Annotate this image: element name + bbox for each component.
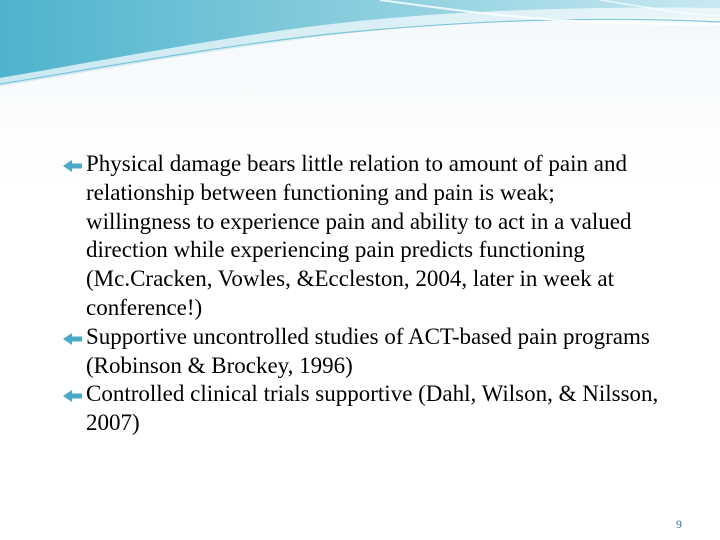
bullet-item [62, 323, 662, 381]
bullet-text: Physical damage bears little relation to amount of pain and relationship between functioning and pain is weak; willingness to experience pain and ability to act in a valued direction while experiencing pain predicts functioning (Mc.Cracken, Vowles, &Eccleston, 2004, later in week at conference!) [86, 151, 632, 320]
arrow-bullet-icon [62, 159, 83, 173]
bullet-text: Supportive uncontrolled studies of ACT-based pain programs (Robinson & Brockey, 1996) [86, 323, 650, 378]
arrow-bullet-icon [62, 332, 83, 346]
bullet-list [62, 150, 662, 438]
arrow-bullet-icon [62, 389, 83, 403]
bullet-item [62, 150, 662, 323]
bullet-text: Controlled clinical trials supportive (Dahl, Wilson, & Nilsson, 2007) [86, 381, 659, 436]
top-wave-decoration [0, 0, 720, 90]
page-number: 9 [676, 517, 682, 531]
bullet-item [62, 380, 662, 438]
